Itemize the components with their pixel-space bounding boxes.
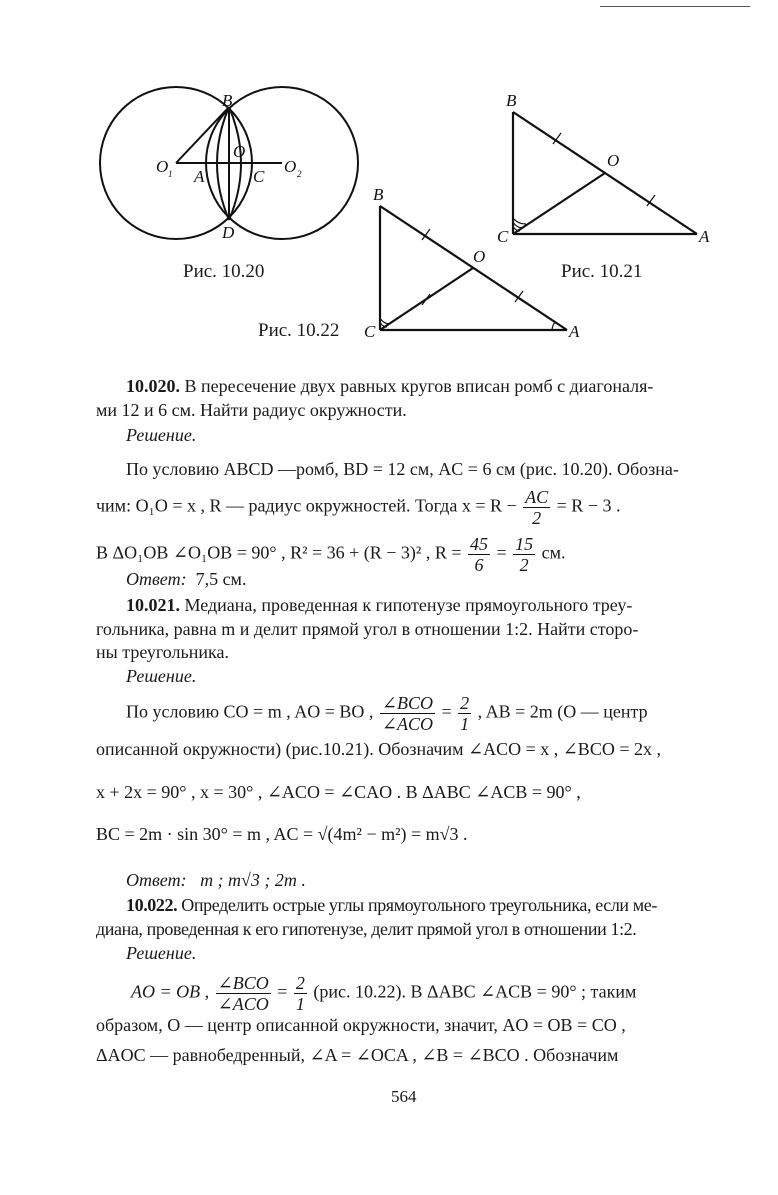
label-a-fig21: A [699,227,710,246]
label-o-fig22: O [473,247,486,266]
problem-text: диана, проведенная к его гипотенузе, делит прямой угол в отношении 1:2. [96,919,637,939]
problem-10-021 [96,593,736,893]
fraction-ac-2: $\frac{AC}{2}$ [525,487,549,528]
label-o1-sub: 1 [168,169,173,179]
solution-label: Решение. [126,666,197,686]
label-c-fig20: C [253,167,265,186]
solution-line: образом, O — центр описанной окружности, значит, AO = OB = CO , [96,1015,626,1035]
solution-line: AO = OB , $\frac{\text{∠BCO}}{\text{∠ACO}}$ = $\frac{2}{1}$ (рис. 10.22). В ΔABC ∠ACB = 90° ; таким [131,973,637,1014]
solution-line: По условию CO = m , AO = BO , $\frac{\text{∠BCO}}{\text{∠ACO}}$ = $\frac{2}{1}$ , AB = 2m (O — центр [126,693,648,734]
fraction-15-2: $\frac{15}{2}$ [515,534,534,575]
fraction-angles: $\frac{\text{∠BCO}}{\text{∠ACO}}$ [217,973,269,1014]
figure-10-21 [513,112,697,234]
fraction-2-1: $\frac{2}{1}$ [295,973,305,1014]
angle-arc-3-fig21 [513,218,526,224]
problem-10-020 [96,374,736,594]
label-d-fig20: D [222,223,235,242]
problem-text: ны треугольника. [96,642,229,662]
label-b-fig21: B [506,91,517,110]
problem-heading: 10.021. Медиана, проведенная к гипотенузе прямоугольного треу- [126,595,633,615]
problem-heading: 10.022. Определить острые углы прямоугольного треугольника, если ме- [126,895,657,915]
angle-arc-a-fig22 [552,322,555,330]
answer: Ответ: 7,5 см. [126,569,247,589]
page-number: 564 [391,1087,417,1106]
label-a-fig22: A [569,322,580,341]
solution-line: описанной окружности) (рис.10.21). Обозначим ∠ACO = x , ∠BCO = 2x , [96,739,661,759]
fraction-angles: $\frac{\text{∠BCO}}{\text{∠ACO}}$ [381,693,433,734]
label-o-fig21: O [607,151,620,170]
label-c-fig22: C [364,322,376,341]
problem-10-022 [96,893,736,1073]
solution-line: В ΔO₁OB ∠O₁OB = 90° , R² = 36 + (R − 3)² , R = $\frac{45}{6}$ = $\frac{15}{2}$ см. [96,534,566,575]
segment-o1-b [176,107,229,163]
answer: Ответ: m ; m√3 ; 2m . [126,870,306,890]
label-c-fig21: C [497,227,509,246]
problem-heading: 10.020. В пересечение двух равных кругов вписан ромб с диагоналя- [126,376,654,396]
solution-line: BC = 2m · sin 30° = m , AC = √(4m² − m²) = m√3 . [96,824,468,844]
problem-text: ми 12 и 6 см. Найти радиус окружности. [96,400,407,420]
caption-fig-10-21: Рис. 10.21 [561,261,643,282]
label-o2-sub: 2 [297,169,302,179]
figures-drawing [0,0,778,360]
caption-fig-10-20: Рис. 10.20 [183,261,265,282]
label-o-fig20: O [233,142,246,161]
solution-label: Решение. [126,425,197,445]
label-a-fig20: A [194,167,205,186]
label-o2: O [284,157,297,176]
label-b-fig20: B [222,91,233,110]
problem-text: гольника, равна m и делит прямой угол в отношении 1:2. Найти сторо- [96,619,639,639]
median-fig21 [513,173,605,234]
solution-line: чим: O₁O = x , R — радиус окружностей. Тогда x = R − $\frac{AC}{2}$ = R − 3 . [96,487,621,528]
solution-line: По условию ABCD —ромб, BD = 12 см, AC = 6 см (рис. 10.20). Обозна- [126,459,679,479]
tick-3-fig22 [422,294,430,305]
caption-fig-10-22: Рис. 10.22 [258,320,340,341]
fraction-45-6: $\frac{45}{6}$ [469,534,488,575]
solution-line: ΔAOC — равнобедренный, ∠A = ∠OCA , ∠B = ∠BCO . Обозначим [96,1045,619,1065]
solution-line: x + 2x = 90° , x = 30° , ∠ACO = ∠CAO . В ΔABC ∠ACB = 90° , [96,782,581,802]
solution-label: Решение. [126,943,197,963]
figure-10-22 [380,206,567,330]
label-o1: O [156,157,169,176]
label-b-fig22: B [373,185,384,204]
fraction-2-1: $\frac{2}{1}$ [460,693,470,734]
